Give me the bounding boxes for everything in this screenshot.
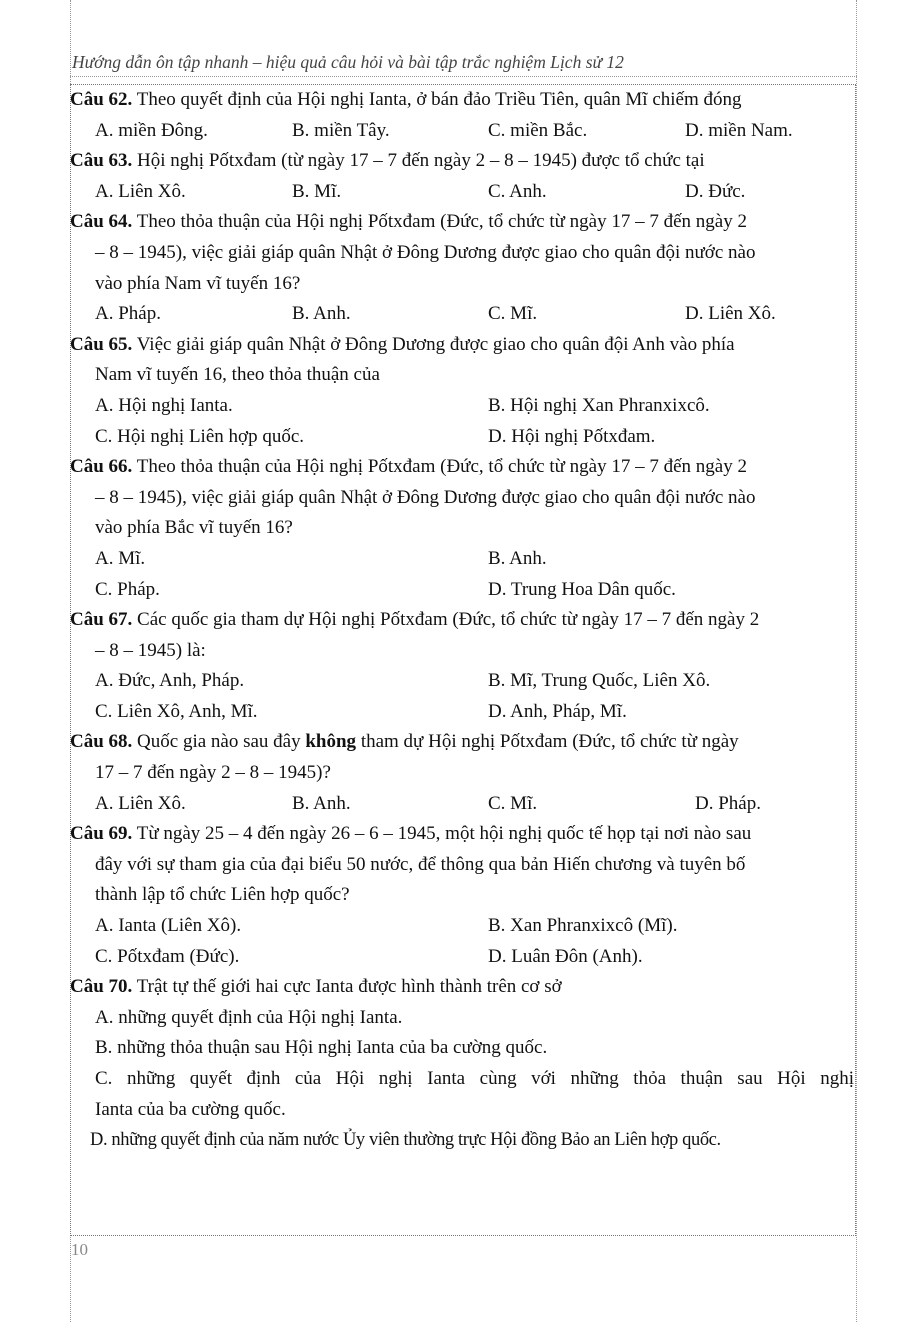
option-d: D. miền Nam.: [685, 119, 793, 141]
question-67: [70, 605, 858, 727]
page-number: 10: [71, 1240, 88, 1259]
option-d: D. Liên Xô.: [685, 303, 776, 325]
question-text: Việc giải giáp quân Nhật ở Đông Dương được giao cho quân đội Anh vào phía: [136, 333, 735, 355]
question-text-cont: vào phía Bắc vĩ tuyến 16?: [95, 517, 293, 539]
header-rule: [70, 76, 857, 77]
question-text: Trật tự thế giới hai cực Ianta được hình thành trên cơ sở: [136, 976, 562, 998]
option-c: C. Hội nghị Liên hợp quốc.: [95, 425, 304, 447]
question-text-cont: vào phía Nam vĩ tuyến 16?: [95, 272, 301, 294]
question-text: Quốc gia nào sau đây: [137, 731, 306, 753]
option-a: A. Pháp.: [95, 303, 161, 325]
question-64: [70, 207, 858, 329]
question-number: Câu 64.: [70, 211, 133, 233]
option-d: D. Luân Đôn (Anh).: [488, 945, 643, 967]
option-a: A. những quyết định của Hội nghị Ianta.: [95, 1006, 403, 1028]
question-number: Câu 66.: [70, 456, 133, 478]
option-c: C. Liên Xô, Anh, Mĩ.: [95, 700, 258, 722]
option-b: B. Mĩ.: [292, 180, 342, 202]
option-a: A. Ianta (Liên Xô).: [95, 915, 242, 937]
question-text-cont: – 8 – 1945) là:: [95, 639, 206, 661]
question-62: [70, 85, 858, 146]
option-b: B. Mĩ, Trung Quốc, Liên Xô.: [488, 670, 711, 692]
question-text-cont: 17 – 7 đến ngày 2 – 8 – 1945)?: [95, 762, 331, 784]
question-list: [70, 85, 858, 1156]
question-number: Câu 68.: [70, 731, 133, 753]
question-text-cont: Nam vĩ tuyến 16, theo thỏa thuận của: [95, 364, 380, 386]
option-b: B. miền Tây.: [292, 119, 390, 141]
option-a: A. Đức, Anh, Pháp.: [95, 670, 245, 692]
emphasis-word: không: [305, 731, 357, 753]
option-a: A. Mĩ.: [95, 547, 146, 569]
question-text: Các quốc gia tham dự Hội nghị Pốtxđam (Đức, tổ chức từ ngày 17 – 7 đến ngày 2: [137, 609, 760, 631]
option-a: A. Liên Xô.: [95, 180, 186, 202]
question-number: Câu 65.: [70, 333, 133, 355]
question-69: [70, 819, 858, 972]
question-number: Câu 63.: [70, 150, 133, 172]
question-number: Câu 69.: [70, 823, 133, 845]
option-b: B. Anh.: [292, 792, 351, 814]
option-d: D. những quyết định của năm nước Ủy viên thường trực Hội đồng Bảo an Liên hợp quốc.: [90, 1130, 721, 1151]
question-65: [70, 330, 858, 452]
option-b: B. Anh.: [292, 303, 351, 325]
option-c: C. miền Bắc.: [488, 119, 588, 141]
question-number: Câu 70.: [70, 976, 133, 998]
option-d: D. Anh, Pháp, Mĩ.: [488, 700, 627, 722]
option-a: A. miền Đông.: [95, 119, 208, 141]
option-b: B. Anh.: [488, 547, 547, 569]
option-c: C. những quyết định của Hội nghị Ianta cùng với những thỏa thuận sau Hội nghị: [95, 1068, 854, 1089]
page-header-title: Hướng dẫn ôn tập nhanh – hiệu quả câu hỏi và bài tập trắc nghiệm Lịch sử 12: [72, 52, 624, 72]
question-text-cont: thành lập tổ chức Liên hợp quốc?: [95, 884, 350, 906]
question-text: Theo thỏa thuận của Hội nghị Pốtxđam (Đức, tổ chức từ ngày 17 – 7 đến ngày 2: [136, 211, 747, 233]
question-text: Hội nghị Pốtxđam (từ ngày 17 – 7 đến ngày 2 – 8 – 1945) được tổ chức tại: [137, 150, 705, 172]
option-d: D. Hội nghị Pốtxđam.: [488, 425, 656, 447]
option-c: C. Pốtxđam (Đức).: [95, 945, 240, 967]
question-text-cont: – 8 – 1945), việc giải giáp quân Nhật ở Đông Dương được giao cho quân đội nước nào: [95, 241, 756, 263]
option-c: C. Anh.: [488, 180, 547, 202]
question-number: Câu 67.: [70, 609, 133, 631]
question-number: Câu 62.: [70, 89, 133, 110]
option-b: B. Hội nghị Xan Phranxixcô.: [488, 394, 710, 416]
question-68: [70, 727, 858, 819]
question-text: Theo thỏa thuận của Hội nghị Pốtxđam (Đức, tổ chức từ ngày 17 – 7 đến ngày 2: [136, 456, 747, 478]
question-66: [70, 452, 858, 605]
question-text-cont: – 8 – 1945), việc giải giáp quân Nhật ở Đông Dương được giao cho quân đội nước nào: [95, 486, 756, 508]
option-a: A. Liên Xô.: [95, 792, 186, 814]
question-63: [70, 146, 858, 207]
option-c: C. Mĩ.: [488, 792, 538, 814]
question-text: tham dự Hội nghị Pốtxđam (Đức, tổ chức từ ngày: [356, 731, 739, 753]
option-d: D. Đức.: [685, 180, 746, 202]
question-text: Theo quyết định của Hội nghị Ianta, ở bán đảo Triều Tiên, quân Mĩ chiếm đóng: [136, 89, 742, 110]
question-text-cont: đây với sự tham gia của đại biểu 50 nước, để thông qua bản Hiến chương và tuyên bố: [95, 853, 746, 875]
option-c-cont: Ianta của ba cường quốc.: [95, 1098, 286, 1120]
question-text: Từ ngày 25 – 4 đến ngày 26 – 6 – 1945, một hội nghị quốc tế họp tại nơi nào sau: [136, 823, 752, 845]
option-b: B. những thỏa thuận sau Hội nghị Ianta của ba cường quốc.: [95, 1037, 548, 1059]
option-c: C. Pháp.: [95, 578, 160, 600]
option-a: A. Hội nghị Ianta.: [95, 394, 233, 416]
option-b: B. Xan Phranxixcô (Mĩ).: [488, 915, 678, 937]
option-c: C. Mĩ.: [488, 303, 538, 325]
option-d: D. Trung Hoa Dân quốc.: [488, 578, 676, 600]
question-70: [70, 972, 858, 1156]
option-d: D. Pháp.: [695, 792, 761, 814]
